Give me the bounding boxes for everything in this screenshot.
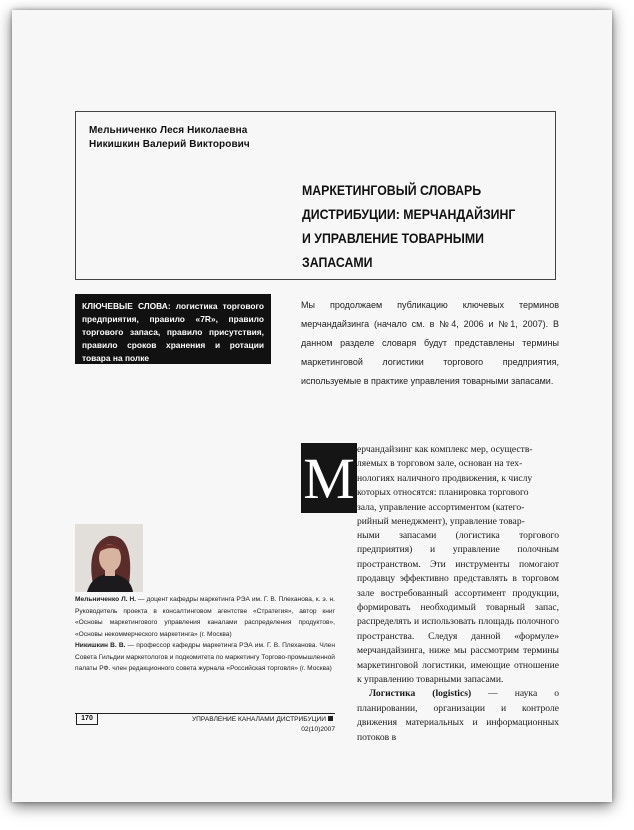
journal-issue: 02(10)2007	[301, 726, 335, 733]
bio-entry	[75, 640, 335, 675]
definition-term: Логистика (logistics)	[369, 688, 472, 700]
article-header	[75, 111, 556, 280]
square-icon	[328, 716, 333, 721]
keywords-box	[75, 294, 271, 364]
bio-text: — доцент кафедры маркетинга РЭА им. Г. В. Плеханова, к. э. н. Руководитель проекта в консалтинговом агентстве «Стратегия», автор книг «Основы маркетингового управления каналами распределения продуктов», «Основы некоммерческого маркетинга» (г. Москва)	[75, 596, 335, 638]
definition-text: — наука о планировании, организации и контроле движения материальных и информационных потоков в	[357, 688, 559, 743]
author-photo	[75, 524, 143, 592]
article-title	[302, 178, 522, 274]
portrait-image	[75, 524, 143, 592]
body-line: зала, управление ассортиментом (катего-	[357, 501, 525, 513]
footer-journal	[170, 715, 335, 735]
body-line: ляемых в торговом зале, основан на тех-	[357, 458, 523, 470]
body-text	[357, 443, 559, 529]
footer-rule	[75, 713, 335, 714]
bio-name: Никишкин В. В.	[75, 642, 126, 649]
bio-name: Мельниченко Л. Н.	[75, 596, 137, 603]
body-line: рийный менеджмент), управление товар-	[357, 516, 525, 528]
author-bios	[75, 594, 335, 675]
body-paragraph: ными запасами (логистика торгового предприятия) и управление полочным пространством. Эти инструменты помогают продавцу эффективно представлять в торговом зале востребованный ассортимент продукции, формировать необходимый товарный запас, распределять и использовать площадь полочного пространства. Следуя данной «формуле» мерчандайзинга, ниже мы рассмотрим термины маркетинговой логистики, имеющие отношение к управлению товарными запасами.	[357, 530, 559, 686]
body-continued	[357, 529, 559, 745]
author-list	[89, 124, 250, 152]
title-line: ЗАПАСАМИ	[302, 254, 373, 270]
title-line: И УПРАВЛЕНИЕ ТОВАРНЫМИ	[302, 230, 484, 246]
bio-text: — профессор кафедры маркетинга РЭА им. Г. В. Плеханова. Член Совета Гильдии маркетологов и подкомитета по маркетингу Торгово-промышленной палаты РФ. член редакционного совета журнала «Российская торговля» (г. Москва)	[75, 642, 335, 672]
body-line: которых относятся: планировка торгового	[357, 487, 529, 499]
journal-name: УПРАВЛЕНИЕ КАНАЛАМИ ДИСТРИБУЦИИ	[191, 716, 326, 723]
author-name: Никишкин Валерий Викторович	[89, 139, 250, 150]
body-line: нологиях наличного продвижения, к числу	[357, 472, 533, 484]
intro-paragraph: Мы продолжаем публикацию ключевых терминов мерчандайзинга (начало см. в №4, 2006 и №1, 2007). В данном разделе словаря будут представлены термины маркетинговой логистики торгового предприятия, используемые в практике управления товарными запасами.	[301, 300, 559, 386]
bio-entry	[75, 594, 335, 640]
definition-paragraph	[357, 687, 559, 745]
keywords-text: логистика торгового предприятия, правило «7R», правило торгового запаса, правило присутствия, правило сроков хранения и ротации товара на полке	[82, 301, 265, 363]
title-line: МАРКЕТИНГОВЫЙ СЛОВАРЬ	[302, 182, 482, 198]
title-line: ДИСТРИБУЦИИ: МЕРЧАНДАЙЗИНГ	[302, 206, 516, 222]
keywords-label: КЛЮЧЕВЫЕ СЛОВА:	[82, 301, 171, 311]
drop-cap: М	[301, 443, 357, 513]
author-name: Мельниченко Леся Николаевна	[89, 125, 248, 136]
page-number: 170	[76, 714, 98, 725]
body-line: ерчандайзинг как комплекс мер, осуществ-	[357, 444, 533, 455]
